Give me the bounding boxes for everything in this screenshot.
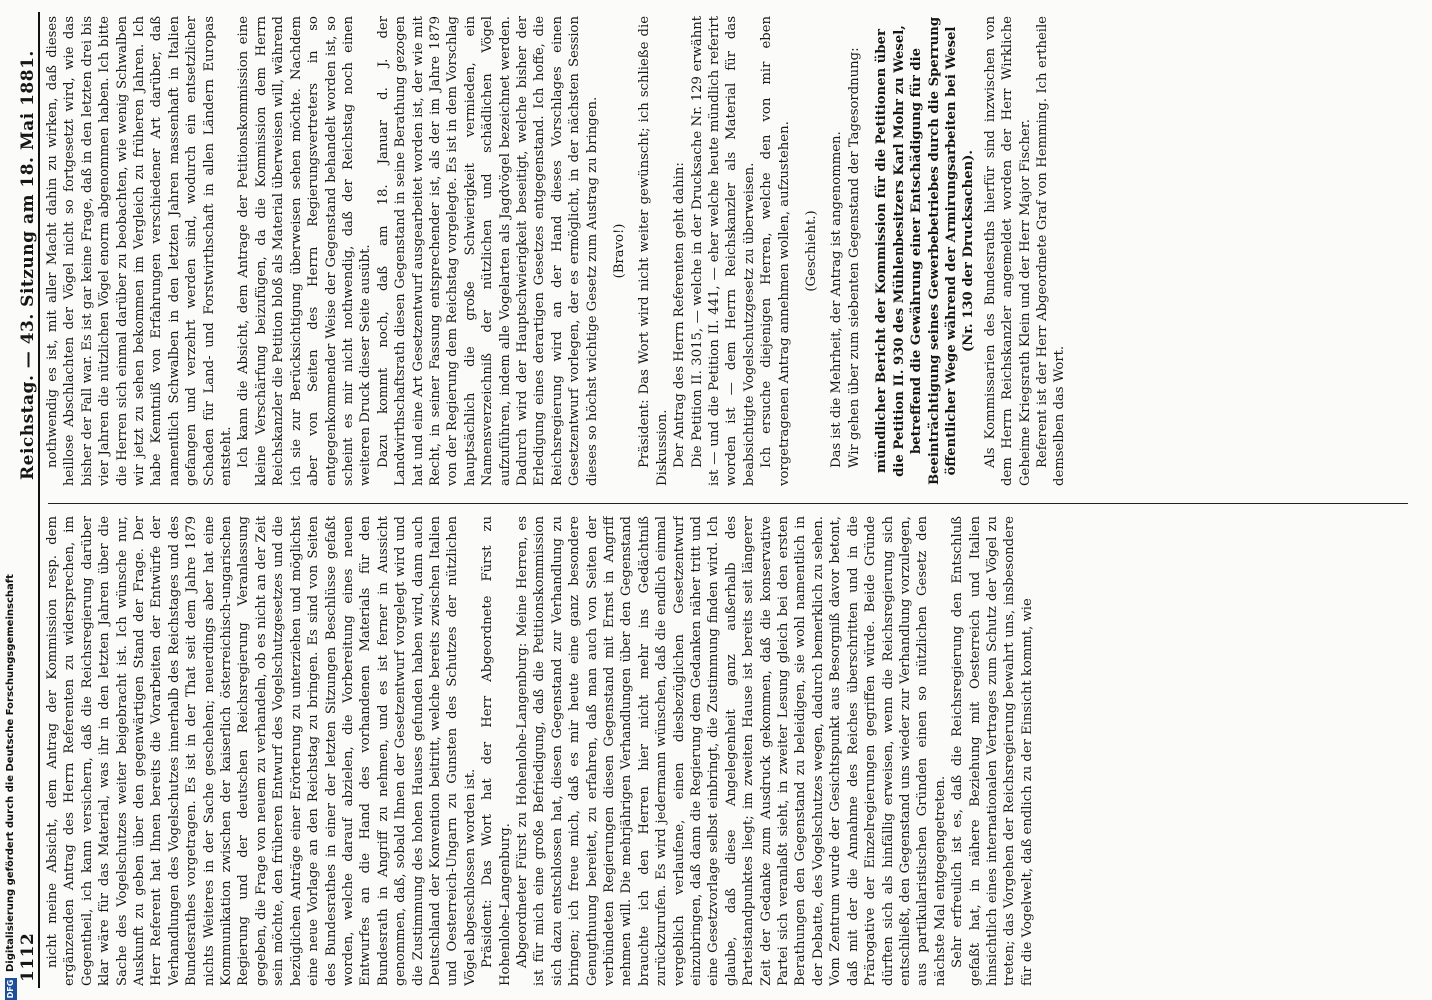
paragraph: Präsident: Das Wort wird nicht weiter gewünscht; ich schließe die Diskussion. xyxy=(637,16,670,486)
digitization-credit xyxy=(4,0,20,1000)
paragraph: Sehr erfreulich ist es, daß die Reichsregierung den Entschluß gefaßt hat, in nähere Beziehung mit Oesterreich und Italien hinsichtlich eines internationalen Vertrages zum Schutz der Vögel zu treten; das Vorgehen der Reichsregierung bewahrt uns, insbesondere für die Vogelwelt, daß endlich zu der Einsicht kommt, wie xyxy=(950,516,1035,986)
text-column-left xyxy=(44,516,1414,986)
paragraph: Dazu kommt noch, daß am 18. Januar d. J. der Landwirthschaftsrath diesen Gegenstand in seine Berathung gezogen hat und eine Art Gesetzentwurf ausgearbeitet worden ist, der wie mit Recht, in seiner Fassung entsprechender ist, als der im Jahre 1879 von der Regierung dem Reichstag vorgelegte. Es ist in dem Vorschlag hauptsächlich die große Schwierigkeit vermieden, ein Namensverzeichniß der nützlichen und schädlichen Vögel aufzuführen, indem alle Vogelarten als Jagdvögel bezeichnet werden. Dadurch wird der Hauptschwierigkeit beseitigt, welche bisher der Erledigung eines derartigen Gesetzes entgegenstand. Ich hoffe, die Reichsregierung wird an der Hand dieses Vorschlages einen Gesetzentwurf vorlegen, der es ermöglicht, in der nächsten Session dieses so höchst wichtige Gesetz zum Austrag zu bringen. xyxy=(375,16,600,486)
paragraph: Ich ersuche diejenigen Herren, welche den von mir eben vorgetragenen Antrag annehmen wollen, aufzustehen. xyxy=(759,16,792,486)
paragraph: nothwendig es ist, mit aller Macht dahin zu wirken, daß dieses heillose Abschlachten der Vögel nicht so fortgesetzt wird, wie das bisher der Fall war. Es ist gar keine Frage, daß in den letzten drei bis vier Jahren die nützlichen Vögel enorm abgenommen haben. Ich bitte die Herren sich einmal darüber zu beobachten, wie wenig Schwalben wir jetzt zu sehen bekommen im Vergleich zu früheren Jahren. Ich habe Kenntniß von Erfahrungen verschiedener Art darüber, daß namentlich Schwalben in den letzten Jahren massenhaft in Italien gefangen und verzehrt werden sind, wodurch ein entsetzlicher Schaden für Land- und Forstwirthschaft in allen Ländern Europas entsteht. xyxy=(45,16,235,486)
paragraph: Als Kommissarien des Bundesraths hierfür sind inzwischen von dem Herrn Reichskanzler angemeldet worden der Herr Wirkliche Geheime Kriegsrath Klein und der Herr Major Fischer. xyxy=(982,16,1033,486)
running-title: Reichstag. — 43. Sitzung am 18. Mai 1881. xyxy=(18,50,38,480)
header-rule xyxy=(38,12,40,988)
paragraph: Die Petition II. 3015, — welche in der Drucksache Nr. 129 erwähnt ist — und die Petition II. 441, — eher welche heute mündlich referirt worden ist — dem Herrn Reichskanzler als Material für das beabsichtigte Vogelschutzgesetz zu überweisen. xyxy=(689,16,757,486)
interjection: (Geschieht.) xyxy=(804,210,820,292)
paragraph: Referent ist der Herr Abgeordnete Graf von Hemming. Ich ertheile demselben das Wort. xyxy=(1034,16,1068,486)
paragraph: Präsident: Das Wort hat der Herr Abgeordnete Fürst zu Hohenlohe-Langenburg. xyxy=(480,516,513,986)
text-column-right xyxy=(44,16,1414,486)
column-rule xyxy=(48,503,1408,504)
page-number: 1112 xyxy=(18,932,38,982)
paragraph: Abgeordneter Fürst zu Hohenlohe-Langenburg: Meine Herren, es ist für mich eine große Befriedigung, daß die Petitionskommission sich dazu entschlossen hat, diesen Gegenstand zur Verhandlung zu bringen; ich freue mich, daß es mir heute eine ganz besondere Genugthuung bereitet, zu erfahren, daß man auch von Seiten der verbündeten Regierungen diesen Gegenstand mit Ernst in Angriff nehmen will. Die mehrjährigen Verhandlungen über den Gegenstand brauchte ich den Herren hier nicht mehr ins Gedächtniß zurückzurufen. Es wird jedermann wünschen, daß die endlich einmal vergeblich verlaufene, einen diesbezüglichen Gesetzentwurf einzubringen, daß dann die Regierung dem Gedanken näher tritt und eine Gesetzvorlage selbst einbringt, die Zustimmung finden wird. Ich glaube, daß diese Angelegenheit ganz außerhalb des Parteistandpunktes liegt; im zweiten Hause ist bereits seit längerer Zeit der Gedanke zum Ausdruck gekommen, daß die konservative Partei sich veranlaßt sieht, in zweiter Lesung gleich bei den ersten Berathungen den Gegenstand zu beleidigen, sie wohl namentlich in der Debatte, des Vogelschutzes wegen, dadurch bemerklich zu sehen. Vom Zentrum wurde der Gesichtspunkt aus Besorgniß davor betont, daß mit der die Annahme des Reiches überschritten und in die Prärogative der Einzelregierungen gegriffen würde. Beide Gründe dürften sich als hinfällig erweisen, wenn die Reichsregierung sich entschließt, den Gegenstand uns wieder zur Verhandlung vorzulegen, aus partikularistischen Gründen einen so nützlichen Gesetz den nächste Mal entgegengetreten. xyxy=(514,516,948,986)
dfg-logo-icon: DFG xyxy=(6,979,15,999)
paragraph: Wir gehen über zum siebenten Gegenstand der Tagesordnung: xyxy=(846,47,862,468)
credit-text: Digitalisierung gefördert durch die Deutsche Forschungsgemeinschaft xyxy=(5,574,16,972)
paragraph: Der Antrag des Herrn Referenten geht dahin: xyxy=(672,162,688,468)
paragraph: Ich kann die Absicht, dem Antrage der Petitionskommission eine kleine Verschärfung beizufügen, da die Kommission dem Herrn Reichskanzler die Petition bloß als Material überweisen will, während ich sie zur Berücksichtigung überweisen sehen möchte. Nachdem aber von Seiten des Herrn Regierungsvertreters in so entgegenkommender Weise der Gegenstand behandelt worden ist, so scheint es mir nicht nothwendig, daß der Reichstag noch einen weiteren Druck dieser Seite ausübt. xyxy=(236,16,374,486)
paragraph: nicht meine Absicht, dem Antrag der Kommission resp. dem ergänzenden Antrag des Herrn Referenten zu widersprechen, im Gegentheil, ich kann versichern, daß die Reichsregierung darüber klar wäre für das Material, was ihr in den letzten Jahren über die Sache des Vogelschutzes weiter beigebracht ist. Ich wünsche nur, Auskunft zu geben über den gegenwärtigen Stand der Frage. Der Herr Referent hat Ihnen bereits die Vorarbeiten der Entwürfe der Verhandlungen des Vogelschutzes innerhalb des Reichstages und des Bundesrathes vorgetragen. Es ist in der That seit dem Jahre 1879 nichts Weiteres in der Sache geschehen; neuerdings aber hat eine Kommunikation zwischen der kaiserlich österreichisch-ungarischen Regierung und der deutschen Reichsregierung Veranlassung gegeben, die Frage von neuem zu verhandeln, ob es nicht an der Zeit sein möchte, den früheren Entwurf des Vogelschutzgesetzes und die bezüglichen Anträge einer Erörterung zu unterziehen und möglichst eine neue Vorlage an den Reichstag zu bringen. Es sind von Seiten des Bundesrathes in einer der letzten Sitzungen Beschlüsse gefaßt worden, welche darauf abzielen, die Vorbereitung eines neuen Entwurfes an die Hand des vorhandenen Materials für den Bundesrath in Angriff zu nehmen, und es ist ferner in Aussicht genommen, daß, sobald Ihnen der Gesetzentwurf vorgelegt wird und die Zustimmung des hohen Hauses gefunden haben wird, dann auch Deutschland der Konvention beitritt, welche bereits zwischen Italien und Oesterreich-Ungarn zu Gunsten des Schutzes der nützlichen Vögel abgeschlossen worden ist. xyxy=(45,516,478,986)
agenda-heading: mündlicher Bericht der Kommission für die Petitionen über die Petition II. 930 des Mühlenbesitzers Karl Mohr zu Wesel, betreffend die Gewährung einer Entschädigung für die Beeinträchtigung seines Gewerbebetriebes durch die Sperrung öffentlicher Wege während der Armirungsarbeiten bei Wesel (Nr. 130 der Drucksachen). xyxy=(874,16,977,486)
paragraph: Das ist die Mehrheit, der Antrag ist angenommen. xyxy=(829,131,845,468)
interjection: (Bravo!) xyxy=(612,223,627,279)
